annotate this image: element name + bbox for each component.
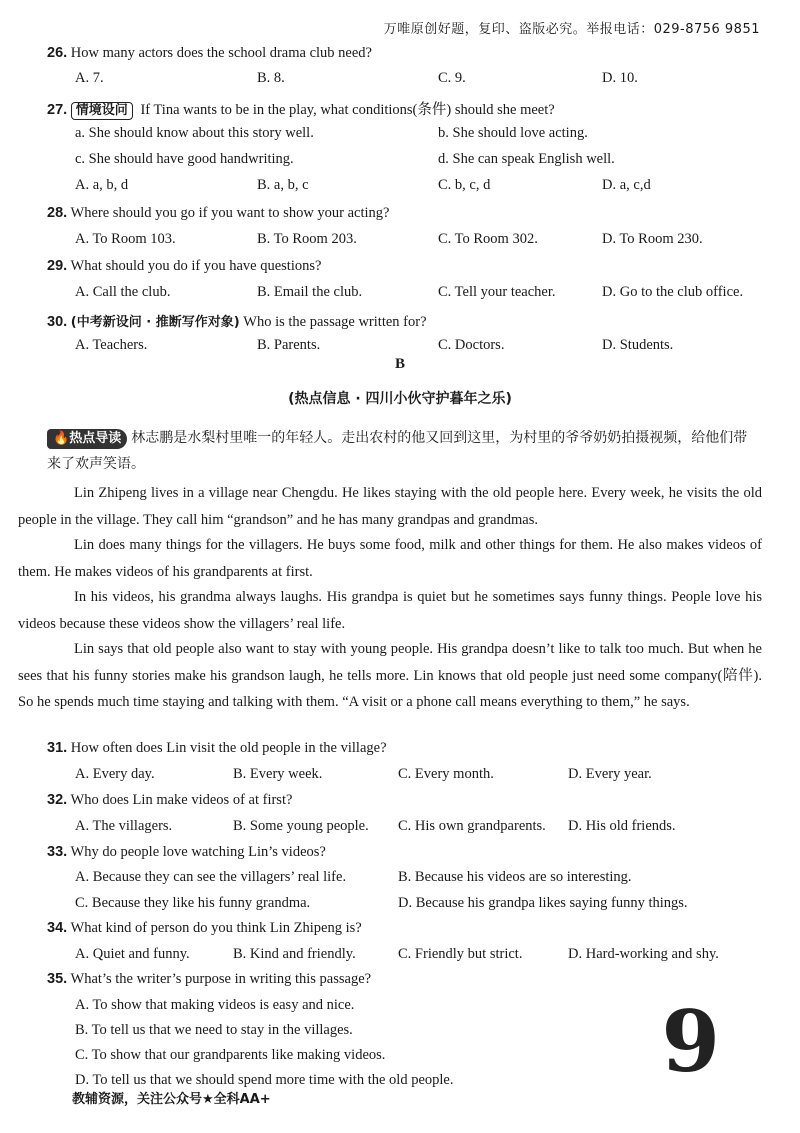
option-c: C. Doctors.: [438, 337, 505, 353]
question-number: 28.: [47, 205, 68, 221]
option-d: D. Every year.: [568, 766, 652, 782]
option-c: C. Tell your teacher.: [438, 284, 556, 300]
hot-intro: [47, 425, 761, 477]
option-a: A. Because they can see the villagers’ real life.: [75, 869, 347, 885]
option-b: B. To tell us that we need to stay in the villages.: [75, 1022, 353, 1038]
option-b: B. Some young people.: [233, 818, 369, 834]
option-d: D. To tell us that we should spend more time with the old people.: [75, 1072, 454, 1088]
question-27: [47, 98, 555, 120]
question-32: [47, 792, 292, 809]
question-text: Who does Lin make videos of at first?: [70, 792, 293, 808]
question-28: [47, 205, 389, 222]
option-b: B. Parents.: [257, 337, 321, 353]
footer-note: 教辅资源，关注公众号★全科AA+: [72, 1092, 271, 1107]
question-text: Who is the passage written for?: [243, 314, 427, 330]
passage-paragraph-1: Lin Zhipeng lives in a village near Chengdu. He likes staying with the old people here. Every week, he visits the old people in the village. They call him “grandson” and he has many grandpas and grandmas.: [18, 485, 762, 528]
question-34: [47, 920, 362, 937]
question-text: How often does Lin visit the old people in the village?: [70, 740, 387, 756]
section-topic: (热点信息 · 四川小伙守护暮年之乐): [288, 391, 512, 407]
question-number: 33.: [47, 844, 68, 860]
statement-a: a. She should know about this story well.: [75, 125, 314, 141]
question-text: What’s the writer’s purpose in writing this passage?: [70, 971, 372, 987]
question-29: [47, 258, 321, 275]
option-a: A. To Room 103.: [75, 231, 176, 247]
page-number: 9: [661, 992, 720, 1091]
question-text: Where should you go if you want to show your acting?: [70, 205, 390, 221]
section-letter: B: [394, 356, 405, 372]
option-d: D. 10.: [602, 70, 638, 86]
hot-text: 林志鹏是水梨村里唯一的年轻人。走出农村的他又回到这里，为村里的爷爷奶奶拍摄视频，给他们带来了欢声笑语。: [47, 430, 748, 472]
hot-label: 🔥热点导读: [47, 429, 127, 449]
question-text: What kind of person do you think Lin Zhipeng is?: [70, 920, 362, 936]
option-b: B. Kind and friendly.: [233, 946, 356, 962]
statement-c: c. She should have good handwriting.: [75, 151, 294, 167]
option-c: C. Friendly but strict.: [398, 946, 523, 962]
question-26: [47, 45, 372, 62]
question-number: 32.: [47, 792, 68, 808]
option-b: B. 8.: [257, 70, 285, 86]
passage-paragraph-2: Lin does many things for the villagers. He buys some food, milk and other things for them. He also makes videos of them. He makes videos of his grandparents at first.: [18, 537, 762, 580]
question-tag: 情境设问: [71, 102, 133, 120]
option-b: B. Email the club.: [257, 284, 363, 300]
option-d: D. Students.: [602, 337, 674, 353]
question-number: 29.: [47, 258, 68, 274]
option-b: B. a, b, c: [257, 177, 309, 193]
question-number: 35.: [47, 971, 68, 987]
option-b: B. To Room 203.: [257, 231, 357, 247]
option-a: A. a, b, d: [75, 177, 129, 193]
option-a: A. The villagers.: [75, 818, 173, 834]
flame-icon: 🔥: [53, 431, 70, 446]
option-a: A. Every day.: [75, 766, 155, 782]
option-c: C. His own grandparents.: [398, 818, 546, 834]
question-30: [47, 311, 427, 331]
question-text: If Tina wants to be in the play, what conditions(条件) should she meet?: [140, 102, 555, 118]
option-c: C. To Room 302.: [438, 231, 538, 247]
question-text: How many actors does the school drama club need?: [70, 45, 372, 61]
question-number: 34.: [47, 920, 68, 936]
option-a: A. Call the club.: [75, 284, 171, 300]
option-a: A. 7.: [75, 70, 104, 86]
question-35: [47, 971, 371, 988]
question-31: [47, 740, 387, 757]
option-d: D. Because his grandpa likes saying funny things.: [398, 895, 688, 911]
question-tag: (中考新设问 · 推断写作对象): [70, 315, 240, 330]
copyright-header: 万唯原创好题，复印、盗版必究。举报电话：029-8756 9851: [383, 22, 760, 37]
option-d: D. Go to the club office.: [602, 284, 744, 300]
option-c: C. To show that our grandparents like making videos.: [75, 1047, 386, 1063]
question-33: [47, 844, 326, 861]
question-number: 26.: [47, 45, 68, 61]
passage-paragraph-4: Lin says that old people also want to stay with young people. His grandpa doesn’t like to talk too much. But when he sees that his funny stories make his grandson laugh, he tells more. Lin knows that old people just need some company(陪伴). So he spends much time staying and talking with them. “A visit or a phone call means everything to them,” he says.: [18, 641, 762, 710]
option-d: D. Hard-working and shy.: [568, 946, 719, 962]
option-b: B. Because his videos are so interesting.: [398, 869, 632, 885]
statement-d: d. She can speak English well.: [438, 151, 615, 167]
option-a: A. To show that making videos is easy and nice.: [75, 997, 355, 1013]
question-text: Why do people love watching Lin’s videos?: [70, 844, 326, 860]
option-c: C. b, c, d: [438, 177, 491, 193]
option-d: D. a, c,d: [602, 177, 651, 193]
option-c: C. 9.: [438, 70, 466, 86]
question-number: 31.: [47, 740, 68, 756]
option-d: D. To Room 230.: [602, 231, 703, 247]
passage-paragraph-3: In his videos, his grandma always laughs. His grandpa is quiet but he sometimes says funny things. People love his videos because these videos show the villagers’ real life.: [18, 589, 762, 632]
question-number: 30.: [47, 314, 68, 330]
statement-b: b. She should love acting.: [438, 125, 588, 141]
question-text: What should you do if you have questions?: [70, 258, 322, 274]
option-b: B. Every week.: [233, 766, 323, 782]
option-d: D. His old friends.: [568, 818, 676, 834]
option-a: A. Teachers.: [75, 337, 148, 353]
option-a: A. Quiet and funny.: [75, 946, 190, 962]
option-c: C. Because they like his funny grandma.: [75, 895, 311, 911]
question-number: 27.: [47, 102, 68, 118]
option-c: C. Every month.: [398, 766, 494, 782]
